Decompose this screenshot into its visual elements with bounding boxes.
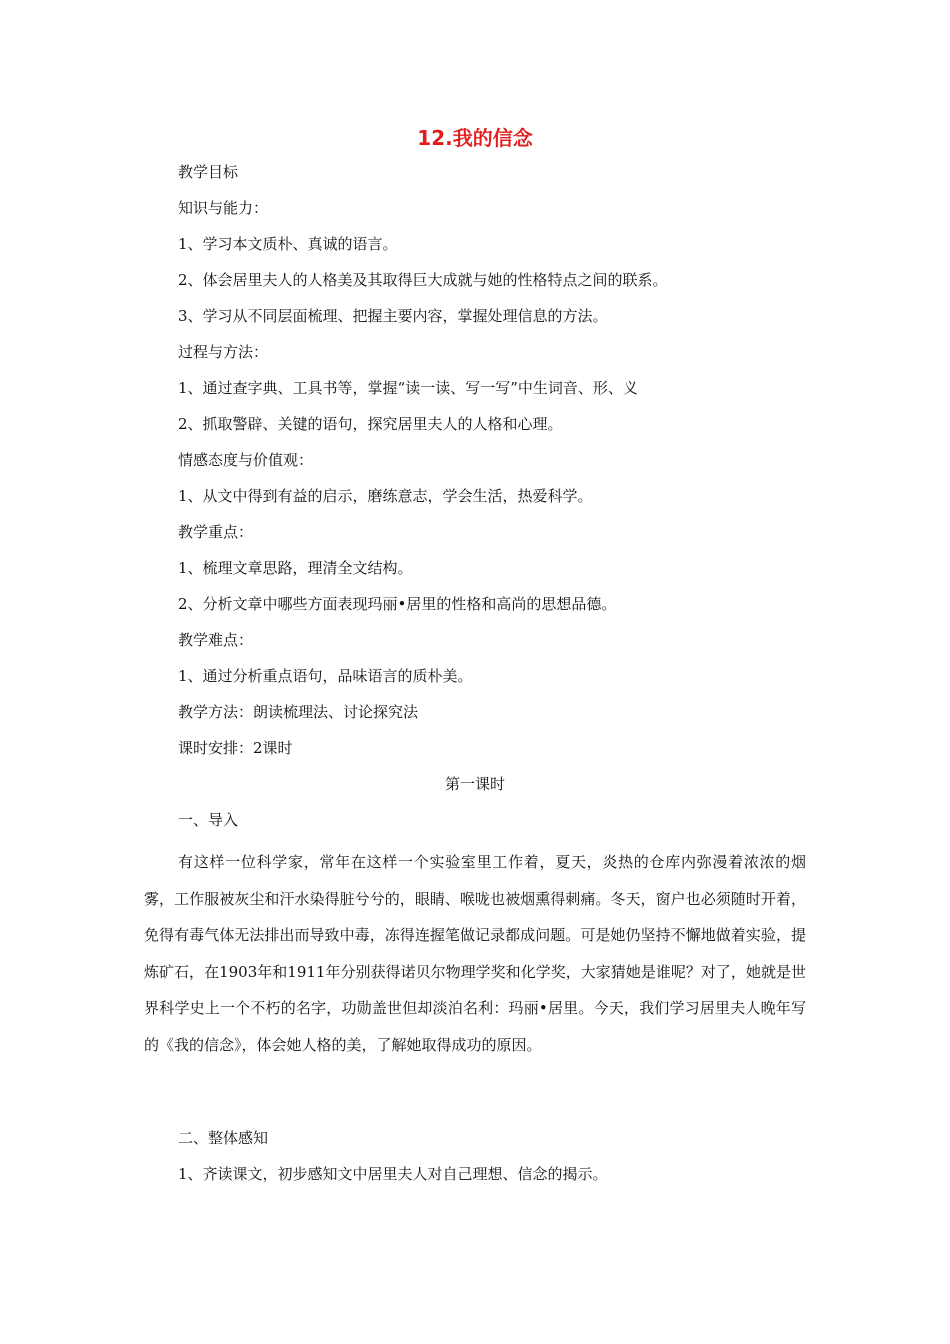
difficulty-item-1: 1、通过分析重点语句，品味语言的质朴美。 <box>178 667 473 685</box>
section2-heading: 二、整体感知 <box>178 1129 269 1147</box>
class-schedule: 课时安排：2课时 <box>178 739 293 757</box>
knowledge-item-1: 1、学习本文质朴、真诚的语言。 <box>178 235 398 253</box>
lesson1-heading: 第一课时 <box>444 775 505 793</box>
emotion-item-1: 1、从文中得到有益的启示，磨练意志，学会生活，热爱科学。 <box>178 487 593 505</box>
objectives-heading: 教学目标 <box>178 163 239 181</box>
process-item-1: 1、通过查字典、工具书等，掌握“读一读、写一写”中生词音、形、义 <box>178 379 638 397</box>
knowledge-item-3: 3、学习从不同层面梳理、把握主要内容，掌握处理信息的方法。 <box>178 307 608 325</box>
intro-paragraph: 有这样一位科学家，常年在这样一个实验室里工作着，夏天，炎热的仓库内弥漫着浓浓的烟雾，工作服被灰尘和汗水染得脏兮兮的，眼睛、喉咙也被烟熏得刺痛。冬天，窗户也必须随时开着，免得有毒气体无法排出而导致中毒，冻得连握笔做记录都成问题。可是她仍坚持不懈地做着实验，提炼矿石，在1903年和1911年分别获得诺贝尔物理学奖和化学奖，大家猜她是谁呢？对了，她就是世界科学史上一个不朽的名字，功勋盖世但却淡泊名利：玛丽•居里。今天，我们学习居里夫人晚年写的《我的信念》，体会她人格的美，了解她取得成功的原因。 <box>144 853 806 1054</box>
emotion-heading: 情感态度与价值观： <box>178 451 314 469</box>
lesson-title: 12.我的信念 <box>417 126 533 150</box>
difficulties-heading: 教学难点： <box>178 631 254 649</box>
key-point-item-2: 2、分析文章中哪些方面表现玛丽•居里的性格和高尚的思想品德。 <box>178 595 617 613</box>
knowledge-item-2: 2、体会居里夫人的人格美及其取得巨大成就与她的性格特点之间的联系。 <box>178 271 668 289</box>
knowledge-heading: 知识与能力： <box>178 199 269 217</box>
process-heading: 过程与方法： <box>178 343 269 361</box>
key-point-item-1: 1、梳理文章思路，理清全文结构。 <box>178 559 413 577</box>
section1-heading: 一、导入 <box>178 811 239 829</box>
process-item-2: 2、抓取警辟、关键的语句，探究居里夫人的人格和心理。 <box>178 415 563 433</box>
teaching-method: 教学方法：朗读梳理法、讨论探究法 <box>178 703 419 721</box>
section2-item-1: 1、齐读课文，初步感知文中居里夫人对自己理想、信念的揭示。 <box>178 1165 608 1183</box>
key-points-heading: 教学重点： <box>178 523 254 541</box>
